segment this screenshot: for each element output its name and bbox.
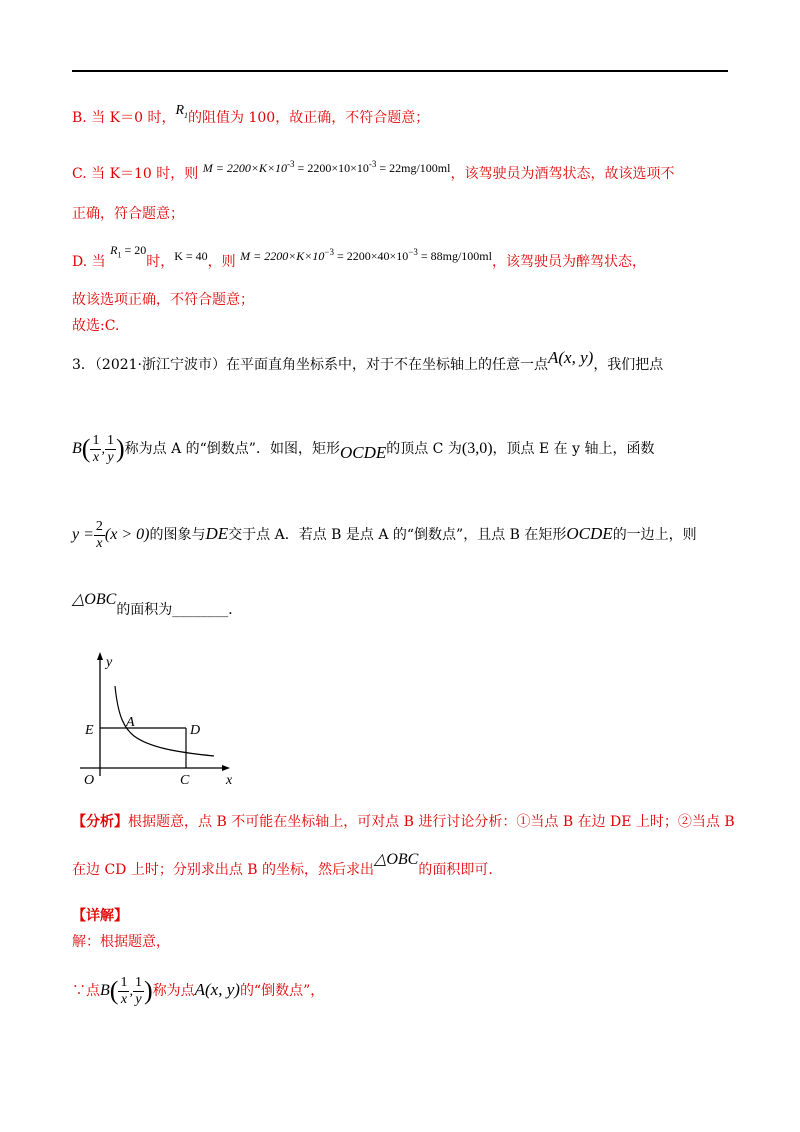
option-b-line bbox=[72, 103, 430, 134]
question-3-line-2: B( $\frac{1}{x}$ , $\frac{1}{y}$ )称为点 A 的“倒数点”．如图，矩形OCDE的顶点 C 为(3,0)，顶点 E 在 y 轴上，函数 bbox=[72, 432, 655, 465]
fraction-1-over-y: $\frac{1}{y}$ bbox=[106, 432, 114, 465]
option-d-text-4: ，该驾驶员为醉驾状态， bbox=[491, 254, 646, 270]
label-o: O bbox=[84, 773, 95, 788]
option-c-formula: $M = 2200\times K\times 10^{-3} = 2200\times 10\times 10^{-3} = 22mg/100ml$ bbox=[202, 159, 451, 175]
detail-tag: 【详解】 bbox=[72, 908, 128, 924]
r1-equals: $R_1 = 20$ bbox=[110, 243, 147, 260]
option-d-text-2: 时， bbox=[146, 254, 175, 270]
label-d: D bbox=[190, 723, 201, 738]
fraction-1-over-x-2: $\frac{1}{x}$ bbox=[120, 974, 128, 1007]
label-y: y bbox=[106, 655, 113, 670]
detail-line-1: 解：根据题意， bbox=[72, 934, 170, 950]
r1-symbol: $R_1$ bbox=[175, 103, 189, 120]
option-b-text: B. 当 K＝0 时， bbox=[72, 110, 176, 126]
question-3-line-4: △OBC的面积为________． bbox=[72, 591, 243, 618]
option-d-text-3: ，则 bbox=[207, 254, 236, 270]
analysis-line-2: 在边 CD 上时；分别求出点 B 的坐标，然后求出△OBC的面积即可. bbox=[72, 851, 493, 878]
analysis-line-1: 【分析】根据题意，点 B 不可能在坐标轴上，可对点 B 进行讨论分析：①当点 B 在边 DE 上时；②当点 B bbox=[72, 814, 735, 830]
option-c-text: C. 当 K＝10 时，则 bbox=[72, 166, 199, 182]
fraction-1-over-y-2: $\frac{1}{y}$ bbox=[134, 974, 142, 1007]
y-axis-arrow bbox=[97, 652, 103, 660]
x-axis-arrow bbox=[222, 765, 230, 771]
triangle-obc: △OBC bbox=[72, 591, 117, 608]
answer-line: 故选:C. bbox=[72, 318, 120, 334]
option-c-line bbox=[72, 160, 674, 184]
detail-line-2: ∵点B( $\frac{1}{x}$ , $\frac{1}{y}$ )称为点A(x, y)的“倒数点”， bbox=[72, 974, 325, 1007]
analysis-tag: 【分析】 bbox=[72, 814, 128, 830]
question-3-line-1: 3．（2021·浙江宁波市）在平面直角坐标系中，对于不在坐标轴上的任意一点A(x, y)，我们把点 bbox=[72, 348, 664, 373]
option-c-text-3: 正确，符合题意； bbox=[72, 206, 184, 222]
fraction-2-over-x: $\frac{2}{x}$ bbox=[95, 518, 103, 551]
option-d-text: D. 当 bbox=[72, 254, 106, 270]
option-d-line bbox=[72, 243, 646, 277]
coordinate-figure bbox=[74, 648, 244, 788]
label-c: C bbox=[180, 773, 190, 788]
fraction-1-over-x: $\frac{1}{x}$ bbox=[92, 432, 100, 465]
option-c-line-2 bbox=[72, 204, 184, 224]
question-3-line-3: y = $\frac{2}{x}$ (x > 0)的图象与DE交于点 A．若点 B 是点 A 的“倒数点”，且点 B 在矩形OCDE的一边上，则 bbox=[72, 518, 697, 551]
header-rule bbox=[72, 70, 728, 72]
k-value: K = 40 bbox=[174, 249, 208, 263]
option-d-formula: $M = 2200\times K\times 10^{-3} = 2200\times 40\times 10^{-3} = 88mg/100ml$ bbox=[240, 247, 492, 263]
option-d-line-2 bbox=[72, 290, 254, 310]
option-c-text-2: ，该驾驶员为酒驾状态，故该选项不 bbox=[450, 166, 675, 182]
label-e: E bbox=[85, 723, 94, 738]
option-d-text-5: 故该选项正确，不符合题意； bbox=[72, 292, 254, 308]
label-a: A bbox=[126, 715, 135, 730]
point-a: A(x, y) bbox=[548, 348, 594, 367]
option-b-text-2: 的阻值为 100，故正确，不符合题意； bbox=[188, 110, 430, 126]
label-x: x bbox=[226, 773, 233, 788]
